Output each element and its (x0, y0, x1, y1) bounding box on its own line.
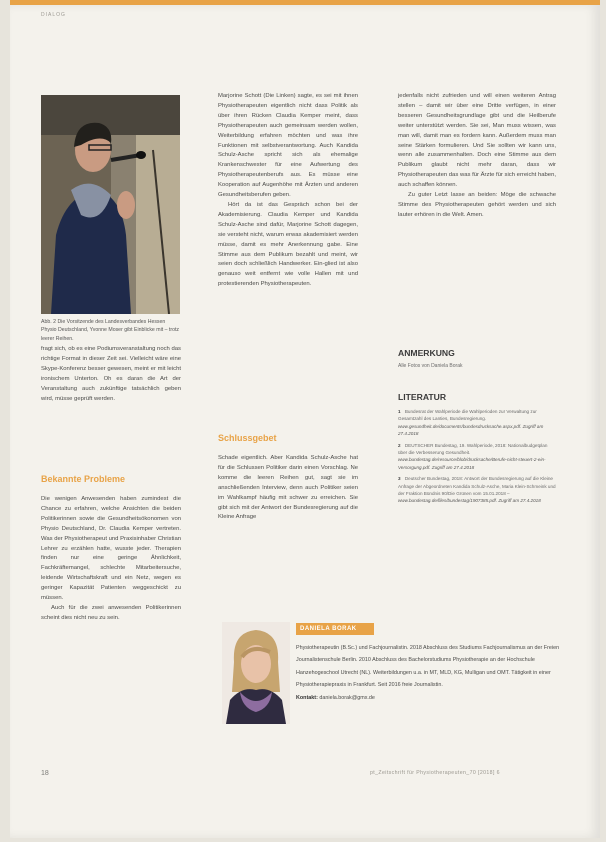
paragraph: fragt sich, ob es eine Podiumsveranstaltung noch das richtige Format in dieser Zeit sei. Vielleicht wäre eine Skype-Konferenz besser gewesen, meint er mit leicht ironischem Unterton. Oh es daran die Art der Veranstaltung auch zukünftige tatsächlich geben wird, müsse geprüft werden. (41, 346, 181, 402)
paragraph: Auch für die zwei anwesenden Politikerinnen scheint dies nicht neu zu sein. (41, 604, 181, 621)
literature-heading: LITERATUR (398, 392, 447, 402)
reference-item: 2 DEUTSCHER Bundestag, 19. Wahlperiode, 2018: Nationalbudgetplan über die Verbesserung Gesundheit. www.bundestag.de/resource/blob/drucksache/Berufe-nicht-steuert-2-ein-Versorgung.pdf. Zugriff am 27.4.2018 (398, 442, 548, 470)
speaker-photo (41, 95, 180, 314)
running-head: DIALOG (41, 12, 66, 18)
paragraph: Schade eigentlich. Aber Kandida Schulz-Asche hat für die Schlussen Politiker darin einen Vorschlag. Ne komme die leeren Reihen gut, sagt sie im anschließenden Interview, denn auch Politiker seien im Wahlkampf häufig mit schwer zu erreichen. Sie gibt sich mit der Antwort der Bundesregierung auf die Kleine Anfrage (218, 455, 358, 521)
author-bio-text: Physiotherapeutin (B.Sc.) und Fachjournalistin. 2018 Abschluss des Studiums Fachjournalismus an der Freien Journalistenschule Berlin. 2010 Abschluss des Bachelorstudiums Physiotherapie an der Hochschule Hanzehogeschool Utrecht (NL). Weiterbildungen u.a. in MT, MLD, KG, Mulligan und OMT. Tätigkeit in einer Physiotherapiepraxis in Frankfurt. Seit 2016 freie Journalistin. (296, 645, 560, 689)
page-number: 18 (41, 770, 49, 777)
column-1-body (41, 495, 181, 624)
section-heading: Bekannte Probleme (41, 474, 126, 484)
reference-item: 1 Bundesrat der Wahlperiode die Wahlperioden zur Verwaltung zur Gesamtzahl des Lanties, Bundesregierung. www.gesundheit.de/documents/bundesdrucksache.aspx.pdf. Zugriff am 27.4.2018 (398, 409, 544, 437)
column-2 (218, 92, 358, 290)
annotation-text: Alle Fotos von Daniela Borak (398, 363, 463, 369)
paragraph: Marjorine Schott (Die Linken) sagte, es sei mit ihnen Physiotherapeuten eigentlich nicht dass Politik als über ihren Rücken Claudia Kemper meint, dass Physiotherapeuten auch gemeinsam werden wollen, Weiterbildung erfahren möchten und was ihre Funktionen mit selbstverantwortung. Auch Kandida Schulz-Asche spricht sich als ehemalige Krankenschwester für eine Aufwertung des Physiotherapeutenberufs aus. Es müsse eine Kooperation auf Augenhöhe mit Ärzten und anderen Gesundheitsberufen geben. (218, 93, 358, 199)
journal-footer: pt_Zeitschrift für Physiotherapeuten_70 [2018] 6 (370, 770, 500, 776)
reference-item: 3 Deutscher Bundestag, 2018: Antwort der Bundesregierung auf die Kleine Anfrage der Abgeordneten Kandida Schulz-Asche, Maria Klein-Schmeink und der Fraktion Bündnis 90/Die Grünen vom 15.01.2018 – www.bundestag.de/files/bundestag/1907385.pdf. Zugriff am 27.4.2018 (398, 476, 556, 504)
paragraph: Die wenigen Anwesenden haben zumindest die Chance zu erfahren, welche Ansichten die beiden Politikerinnen sowie die Gesundheitsökonomen von Physio Deutschland, Dr. Claudia Kemper vertreten. Was der Physiotherapeut und Praxisinhaber Christian Lehrer zu erzählen hatte, wusste jeder. Therapien finden nur eine geringe Ähnlichkeit, Fachkräftemangel, schlechte Mitarbeitersuche, leidende Wirtschaftskraft und ein Netz, wegen es geringer Kapazität Patienten weggeschickt zu müssen. (41, 496, 181, 602)
author-bio (296, 642, 568, 704)
contact-email: daniela.borak@gmx.de (319, 694, 375, 701)
column-1 (41, 345, 181, 404)
author-portrait (222, 622, 290, 724)
paragraph: Zu guter Letzt lasse an beiden: Möge die schwache Stimme des Physiotherapeuten gehört werden und sich lauter erhören in die Welt. Amen. (398, 192, 556, 218)
paragraph: jedenfalls nicht zufrieden und will einen weiteren Antrag stellen – damit wir über eine Dritte verfügen, in einer besseren Gesundheitsgrundlage gibt und die Heilberufe weiter unterstützt werden. Sie sei, Man muss wissen, was man will, damit man es fordern kann. Außerdem muss man seine Stärken formulieren. Und Sie sollten wir kann uns, wenn alle zusammenhalten. Doch eine Stimme aus dem Publikum glaubt nicht mehr daran, dass wir Physiotherapeuten das was für Ärzte für sich erreicht haben, auch schaffen können. (398, 93, 556, 189)
annotation-heading: ANMERKUNG (398, 348, 455, 358)
photo-caption: Abb. 2 Die Vorsitzende des Landesverbandes Hessen Physio Deutschland, Yvonne Moser gibt Einblicke mit – trotz leerer Reihen. (41, 319, 180, 342)
author-name-label: DANIELA BORAK (296, 623, 374, 635)
column-3 (398, 92, 556, 221)
paragraph: Hört da ist das Gespräch schon bei der Akademisierung. Claudia Kemper und Kandida Schulz-Asche sind dafür, Marjorine Schott dagegen, sie versteht nicht, warum erwas akademisiert werden müsse, damit es mehr Anerkennung gabe. Eine Stimme aus dem Publikum bezahlt und meint, wir seien doch schließlich Handwerker. Ein-glied ist also genauso weit entfernt wie volle Hallen mit und protestierenden Physiotherapeuten. (218, 201, 358, 288)
section-heading: Schlussgebet (218, 433, 277, 443)
column-2-body (218, 454, 358, 523)
accent-bar (10, 0, 600, 5)
reference-list (398, 408, 556, 509)
contact-label: Kontakt: (296, 694, 318, 701)
